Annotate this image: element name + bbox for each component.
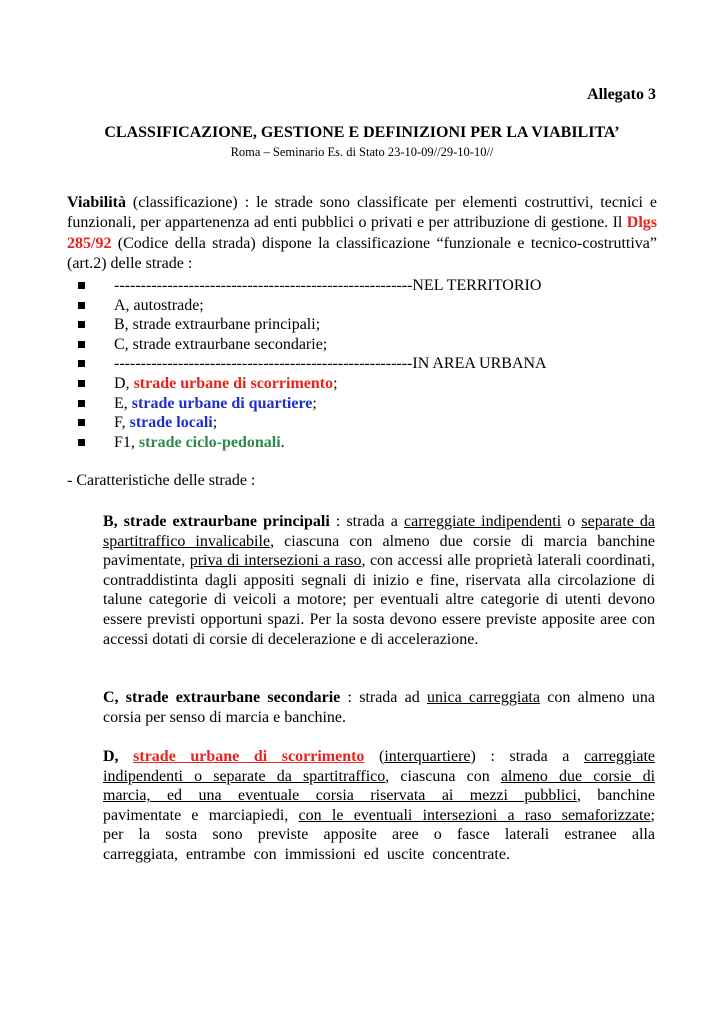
bullet-icon (78, 360, 85, 367)
bullet-icon (78, 380, 85, 387)
paragraph-c (103, 688, 655, 727)
list-item-name-red: strade urbane di scorrimento (133, 374, 334, 392)
paragraph-text: , banchine pavimentate e marciapiedi, (103, 787, 656, 824)
bullet-icon (78, 439, 85, 446)
paragraph-text: ) : strada a (470, 748, 584, 765)
paragraph-d-name: strade urbane di scorrimento (133, 748, 365, 765)
road-classification-list (78, 276, 638, 452)
list-item-label: B, strade extraurbane principali; (114, 316, 321, 334)
paragraph-text: con almeno una corsia per senso di marcia e banchine. (103, 689, 656, 726)
paragraph-b-title: B, strade extraurbane principali (103, 513, 330, 530)
bullet-icon (78, 321, 85, 328)
list-item-territorio (78, 276, 638, 296)
underlined-text: con le eventuali intersezioni a raso semaforizzate (298, 806, 651, 824)
list-item-name-green: strade ciclo-pedonali (138, 433, 281, 451)
paragraph-text: ; per la sosta sono previste apposite aree o fasce laterali estranee alla carreggiata, entrambe con immissioni ed uscite concentrate. (103, 806, 655, 863)
paragraph-text: ( (364, 748, 385, 765)
paragraph-d-prefix: D, (103, 748, 134, 765)
paragraph-text: , ciascuna con almeno due corsie di marcia banchine pavimentate, (103, 532, 656, 570)
intro-term: Viabilità (67, 194, 126, 211)
paragraph-text: : strada ad (340, 689, 428, 706)
underlined-text: interquartiere (384, 748, 471, 765)
attachment-label: Allegato 3 (587, 86, 656, 103)
bullet-icon (78, 341, 85, 348)
paragraph-text: , con accessi alle proprietà laterali coordinati, contraddistinta dagli appositi segnali di inizio e fine, riservata alla circolazione di talune categorie di veicoli a motore; per eventuali altre categorie di utenti devono essere previsti opportuni spazi. Per la sosta devono essere previste apposite aree con accessi dotati di corsie di decelerazione e di accelerazione. (103, 552, 656, 648)
paragraph-d (103, 747, 655, 865)
document-subtitle: Roma – Seminario Es. di Stato 23-10-09//29-10-10// (230, 145, 494, 159)
list-item-prefix: E, (114, 394, 132, 412)
underlined-text: carreggiate indipendenti o separate da spartitraffico (103, 748, 656, 785)
list-item-label: C, strade extraurbane secondarie; (114, 335, 328, 353)
underlined-text: separate da spartitraffico invalicabile (103, 513, 656, 550)
list-item-prefix: F, (114, 414, 130, 432)
list-item-end: ; (333, 374, 338, 392)
intro-paragraph (67, 193, 657, 274)
bullet-icon (78, 419, 85, 426)
paragraph-c-title: C, strade extraurbane secondarie (103, 689, 341, 706)
underlined-text: carreggiate indipendenti (404, 513, 562, 530)
list-item-label: --------------------------------------------------------NEL TERRITORIO (114, 277, 542, 294)
bullet-icon (78, 302, 85, 309)
list-item-end: ; (312, 394, 317, 412)
list-item-end: . (280, 433, 285, 451)
list-item-f (78, 413, 638, 433)
list-item-f1 (78, 433, 638, 453)
underlined-text: priva di intersezioni a raso (189, 552, 362, 570)
underlined-text: unica carreggiata (427, 689, 540, 706)
document-title: CLASSIFICAZIONE, GESTIONE E DEFINIZIONI PER LA VIABILITA’ (104, 124, 620, 141)
list-item-a (78, 296, 638, 316)
paragraph-b (103, 512, 655, 649)
list-item-prefix: F1, (114, 433, 139, 451)
section-heading: - Caratteristiche delle strade : (67, 472, 256, 489)
list-item-prefix: D, (114, 374, 134, 392)
list-item-label: --------------------------------------------------------IN AREA URBANA (114, 355, 547, 373)
intro-text-1: (classificazione) : le strade sono classificate per elementi costruttivi, tecnici e funzionali, per appartenenza ad enti pubblici o privati e per attribuzione di gestione. Il (67, 194, 657, 232)
list-item-e (78, 394, 638, 414)
list-item-name-blue: strade urbane di quartiere (131, 394, 313, 412)
bullet-icon (78, 400, 85, 407)
paragraph-text: , ciascuna con (385, 767, 501, 785)
law-reference: Dlgs 285/92 (67, 214, 657, 252)
bullet-icon (78, 282, 85, 289)
paragraph-text: o (561, 513, 582, 530)
list-item-d (78, 374, 638, 394)
list-item-b (78, 315, 638, 335)
list-item-urbana (78, 354, 638, 374)
list-item-end: ; (212, 414, 218, 432)
intro-text-2: (Codice della strada) dispone la classificazione “funzionale e tecnico-costruttiva” (art.2) delle strade : (67, 234, 657, 272)
underlined-text: almeno due corsie di marcia, ed una eventuale corsia riservata ai mezzi pubblici (103, 767, 656, 805)
paragraph-text: : strada a (329, 513, 404, 530)
list-item-name-blue: strade locali (129, 414, 213, 432)
list-item-c (78, 335, 638, 355)
list-item-label: A, autostrade; (114, 296, 204, 314)
